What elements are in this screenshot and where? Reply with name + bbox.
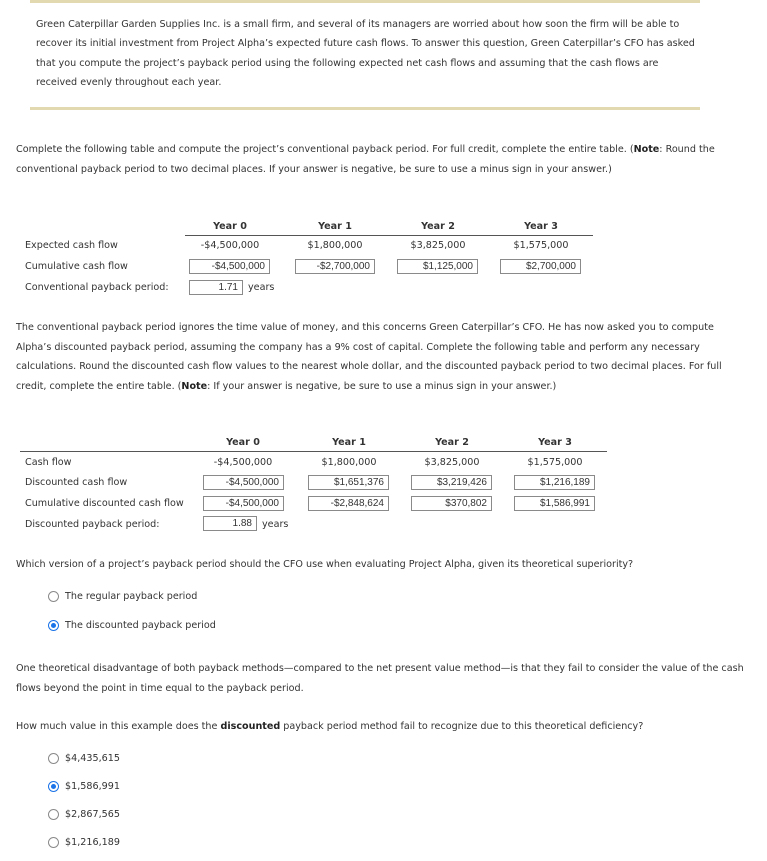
t1-payback-unit: years xyxy=(248,282,275,293)
t2-cashflow-label: Cash flow xyxy=(25,457,72,468)
question1-text: Which version of a project’s payback period should the CFO use when evaluating Project Alpha, given its theoretical superiority? xyxy=(16,559,634,570)
q1-option-radio-1[interactable] xyxy=(48,620,59,631)
t2-payback-unit: years xyxy=(262,519,289,530)
t2-discounted-year3-input[interactable]: $1,216,189 xyxy=(514,475,595,490)
t2-cumdisc-year2-input[interactable]: $370,802 xyxy=(411,496,492,511)
q2-option-radio-2[interactable] xyxy=(48,809,59,820)
q2-option-label-2[interactable]: $2,867,565 xyxy=(65,809,120,820)
question2-bold: discounted xyxy=(220,721,281,732)
t2-cashflow-year3: $1,575,000 xyxy=(527,457,583,468)
t2-payback-input[interactable]: 1.88 xyxy=(203,516,257,531)
question2-text xyxy=(16,717,746,737)
t1-header-year1: Year 1 xyxy=(318,221,352,232)
instruction1-before: Complete the following table and compute the project’s conventional payback period. For full credit, complete the entire table. ( xyxy=(16,144,634,155)
t2-cumdisc-year3-input[interactable]: $1,586,991 xyxy=(514,496,595,511)
t1-cumulative-year1-input[interactable]: -$2,700,000 xyxy=(295,259,375,274)
intro-box xyxy=(30,0,700,110)
t2-payback-label: Discounted payback period: xyxy=(25,519,160,530)
t1-header-year0: Year 0 xyxy=(213,221,247,232)
instruction-conventional xyxy=(16,140,736,179)
q1-option-radio-0[interactable] xyxy=(48,591,59,602)
t1-header-year2: Year 2 xyxy=(421,221,455,232)
intro-text: Green Caterpillar Garden Supplies Inc. is a small firm, and several of its managers are worried about how soon the firm will be able to recover its initial investment from Project Alpha’s expected future cash flows. To answer this question, Green Caterpillar’s CFO has asked that you compute the project’s payback period using the following expected net cash flows and assuming that the cash flows are received evenly throughout each year. xyxy=(36,19,695,88)
instruction2-after: : If your answer is negative, be sure to use a minus sign in your answer.) xyxy=(207,380,557,392)
q2-option-radio-0[interactable] xyxy=(48,753,59,764)
t1-expected-year1: $1,800,000 xyxy=(307,240,363,251)
t1-header-rule xyxy=(185,235,593,236)
t2-discounted-year2-input[interactable]: $3,219,426 xyxy=(411,475,492,490)
disadvantage-text: One theoretical disadvantage of both payback methods—compared to the net present value method—is that they fail to consider the value of the cash flows beyond the point in time equal to the payback period. xyxy=(16,663,744,694)
t2-discounted-year1-input[interactable]: $1,651,376 xyxy=(308,475,389,490)
q2-option-label-3[interactable]: $1,216,189 xyxy=(65,837,120,848)
instruction2-note: Note xyxy=(181,380,208,392)
bottom-rule xyxy=(30,107,700,110)
t1-payback-input[interactable]: 1.71 xyxy=(189,280,243,295)
t2-discounted-label: Discounted cash flow xyxy=(25,477,128,488)
instruction2-before: The conventional payback period ignores the time value of money, and this concerns Green Caterpillar’s CFO. He has now asked you to compute Alpha’s discounted payback period, assuming the company has a 9% cost of capital. Complete the following table and perform any necessary calculations. Round the discounted cash flow values to the nearest whole dollar, and the discounted payback period to two decimal places. For full credit, complete the entire table. ( xyxy=(16,322,722,392)
question2-after: payback period method fail to recognize due to this theoretical deficiency? xyxy=(280,721,644,732)
t1-cumulative-year0-input[interactable]: -$4,500,000 xyxy=(189,259,270,274)
q2-option-radio-3[interactable] xyxy=(48,837,59,848)
t1-expected-year0: -$4,500,000 xyxy=(200,240,260,251)
t2-cashflow-year2: $3,825,000 xyxy=(424,457,480,468)
t1-expected-year2: $3,825,000 xyxy=(410,240,466,251)
t1-expected-year3: $1,575,000 xyxy=(513,240,569,251)
question2-before: How much value in this example does the xyxy=(16,721,221,732)
instruction-discounted xyxy=(16,318,736,396)
t1-cumulative-label: Cumulative cash flow xyxy=(25,261,128,272)
instruction1-after: : Round the conventional payback period to two decimal places. If your answer is negative, be sure to use a minus sign in your answer.) xyxy=(16,144,715,175)
t2-header-year3: Year 3 xyxy=(538,437,572,448)
t2-header-rule xyxy=(20,451,607,452)
t2-cumdisc-year1-input[interactable]: -$2,848,624 xyxy=(308,496,389,511)
t2-cumdisc-label: Cumulative discounted cash flow xyxy=(25,498,184,509)
t1-payback-label: Conventional payback period: xyxy=(25,282,169,293)
t1-expected-label: Expected cash flow xyxy=(25,240,118,251)
t2-header-year0: Year 0 xyxy=(226,437,260,448)
q1-option-label-1[interactable]: The discounted payback period xyxy=(65,620,216,631)
t1-cumulative-year2-input[interactable]: $1,125,000 xyxy=(397,259,478,274)
instruction1-note: Note xyxy=(633,144,660,155)
t2-header-year1: Year 1 xyxy=(332,437,366,448)
top-rule xyxy=(30,0,700,3)
t2-cashflow-year0: -$4,500,000 xyxy=(213,457,273,468)
t2-cashflow-year1: $1,800,000 xyxy=(321,457,377,468)
t2-discounted-year0-input[interactable]: -$4,500,000 xyxy=(203,475,284,490)
q1-option-label-0[interactable]: The regular payback period xyxy=(65,591,198,602)
t2-header-year2: Year 2 xyxy=(435,437,469,448)
q2-option-label-1[interactable]: $1,586,991 xyxy=(65,781,120,792)
t2-cumdisc-year0-input[interactable]: -$4,500,000 xyxy=(203,496,284,511)
q2-option-radio-1[interactable] xyxy=(48,781,59,792)
q2-option-label-0[interactable]: $4,435,615 xyxy=(65,753,120,764)
t1-header-year3: Year 3 xyxy=(524,221,558,232)
t1-cumulative-year3-input[interactable]: $2,700,000 xyxy=(500,259,581,274)
